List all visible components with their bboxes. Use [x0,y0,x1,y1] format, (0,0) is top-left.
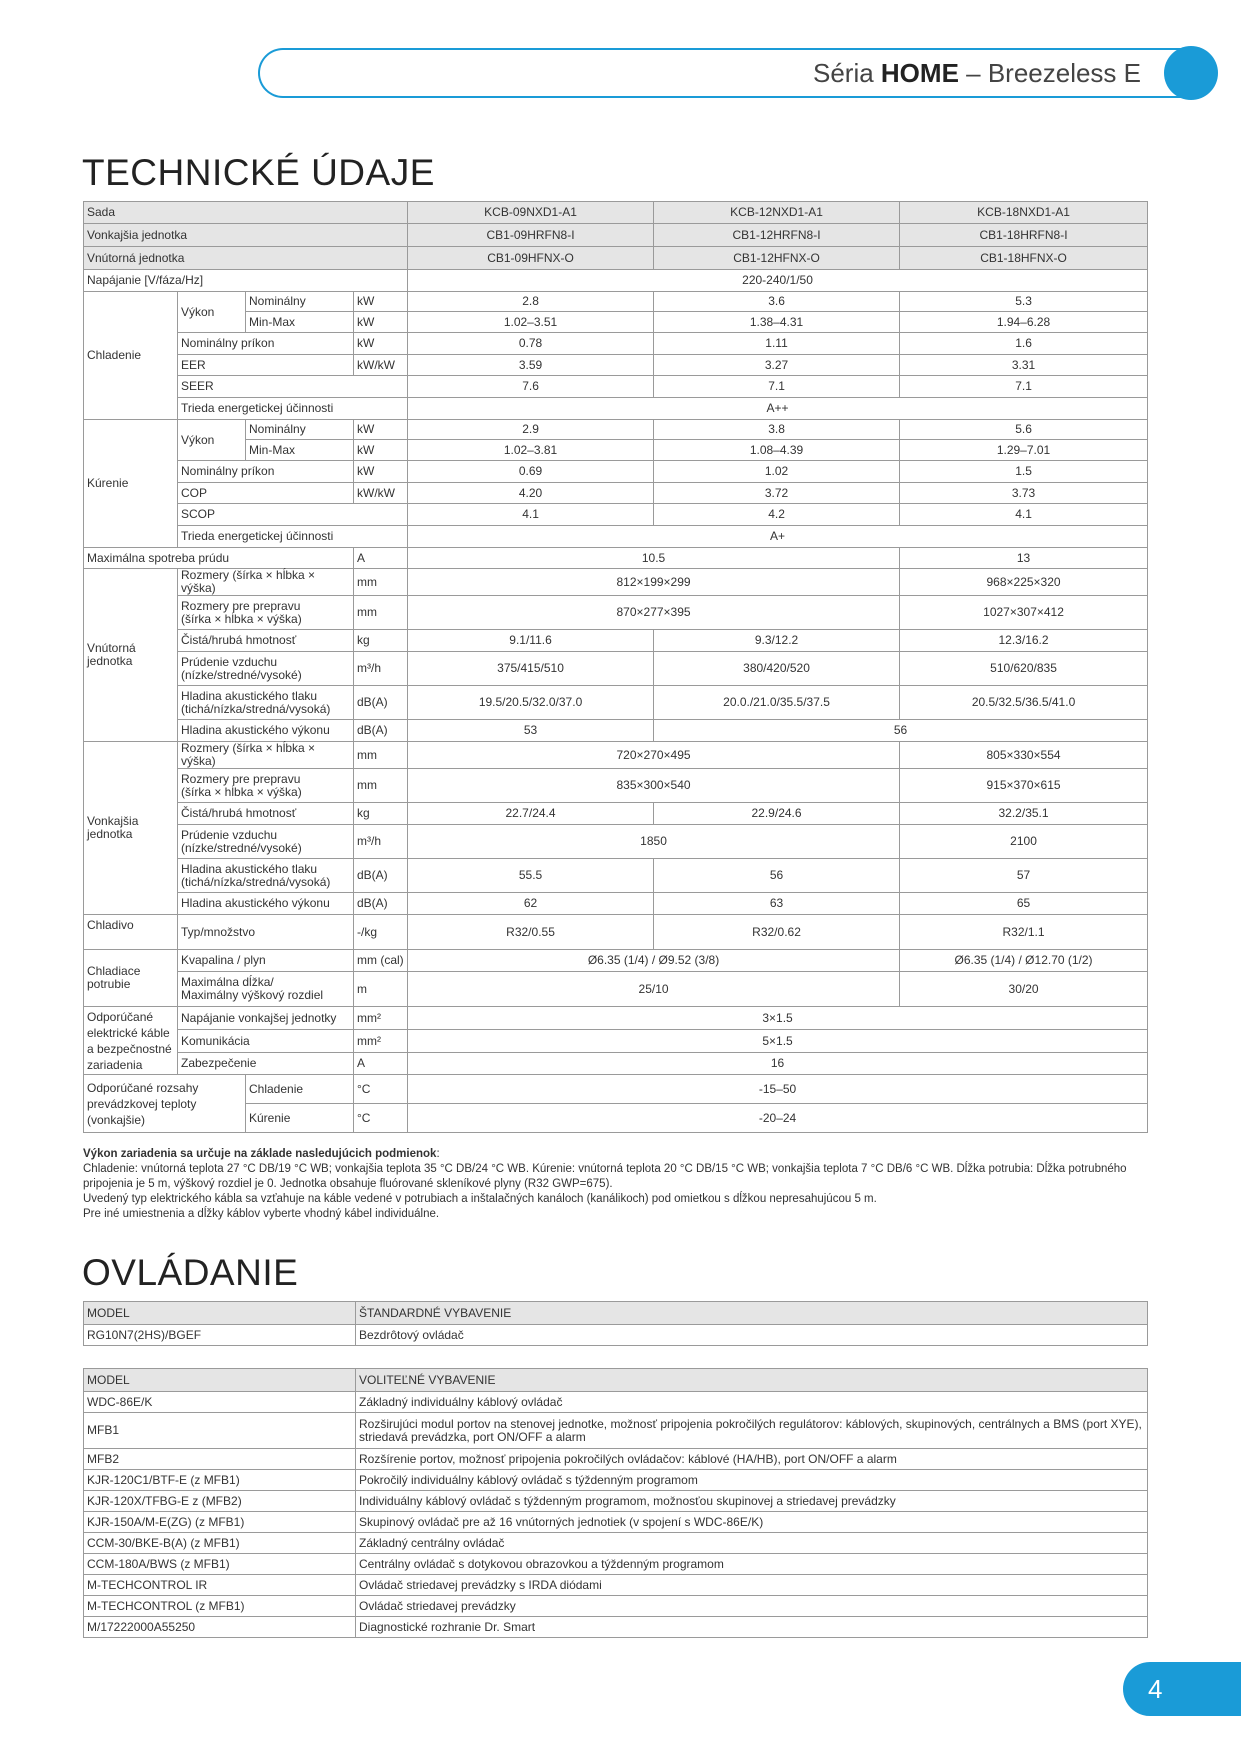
cell-label: Nominálny príkon [178,333,354,355]
cell-unit: dB(A) [354,859,408,893]
cell-value: 220-240/1/50 [408,270,1148,292]
cell-value: 53 [408,720,654,742]
table-row [84,1491,1148,1512]
cell-value: 915×370×615 [900,769,1148,803]
cell-unit: mm [354,769,408,803]
cell-value: R32/0.62 [654,915,900,950]
cell-unit: kg [354,803,408,825]
cell-value: 3.8 [654,420,900,440]
cell-unit: -/kg [354,915,408,950]
row-vnutorna [84,247,1148,270]
row-vn-hmotnost [84,630,1148,652]
cell-value: CB1-12HRFN8-I [654,224,900,247]
cell-value: 1.02–3.81 [408,440,654,461]
cell-label: Hladina akustického výkonu [178,893,354,915]
cell-unit: mm² [354,1007,408,1030]
cell-label: Typ/množstvo [178,915,354,950]
cell-model: M/17222000A55250 [84,1617,356,1638]
label-line: (tichá/nízka/stredná/vysoká) [181,874,331,889]
row-kur-cop [84,483,1148,504]
cell-unit: kW [354,333,408,355]
tech-title: TECHNICKÉ ÚDAJE [82,152,435,193]
cell-value: CB1-09HFNX-O [408,247,654,270]
cell-value: 3.6 [654,292,900,312]
cell-value: 870×277×395 [408,596,900,630]
ovladanie-title: OVLÁDANIE [82,1252,299,1293]
header-model: MODEL [84,1302,356,1325]
header-equipment: VOLITEĽNÉ VYBAVENIE [356,1369,1148,1392]
sub-label: Výkon [178,292,246,333]
row-vn-tlak [84,686,1148,720]
cell-value: 380/420/520 [654,652,900,686]
group-label [84,569,178,742]
cell-unit: dB(A) [354,720,408,742]
cell-label: Trieda energetickej účinnosti [178,526,408,548]
page-badge [1123,1662,1241,1716]
row-teplota-chladenie [84,1075,1148,1104]
cell-model: WDC-86E/K [84,1392,356,1413]
label-line: Maximálna dĺžka/ [181,975,274,989]
row-napajanie [84,270,1148,292]
sub-label: Výkon [178,420,246,461]
cell-label: Nominálny [246,292,354,312]
label-line: (nízke/stredné/vysoké) [181,667,302,682]
cell-value: 0.69 [408,461,654,483]
series-bold: HOME [880,58,959,88]
cell-unit: kW [354,420,408,440]
cell-unit: m³/h [354,652,408,686]
cell-unit: mm (cal) [354,950,408,972]
label-line: (šírka × hĺbka × výška) [181,611,302,626]
cell-value: 12.3/16.2 [900,630,1148,652]
cell-label [178,825,354,859]
header-model: MODEL [84,1369,356,1392]
cell-value: 56 [654,720,1148,742]
row-chl-prikon [84,333,1148,355]
group-label-line: Vnútorná [87,641,136,655]
row-napajanie-vonk [84,1007,1148,1030]
cell-value: 65 [900,893,1148,915]
cell-value: KCB-18NXD1-A1 [900,202,1148,224]
cell-label: SCOP [178,504,408,526]
optional-equipment-table [83,1368,1148,1638]
cell-description: Skupinový ovládač pre až 16 vnútorných jednotiek (v spojení s WDC-86E/K) [356,1512,1148,1533]
cell-value: 7.1 [654,376,900,398]
label-line: (tichá/nízka/stredná/vysoká) [181,701,331,716]
cell-label: Nominálny príkon [178,461,354,483]
table-row [84,1575,1148,1596]
cell-label: Trieda energetickej účinnosti [178,398,408,420]
row-vo-prudenie [84,825,1148,859]
cell-value: 10.5 [408,548,900,569]
cell-value: 1.94–6.28 [900,312,1148,333]
cell-value: 9.1/11.6 [408,630,654,652]
row-chl-nominalny [84,292,1148,312]
cell-unit: dB(A) [354,686,408,720]
group-label-line: prevádzkovej teploty [87,1096,197,1111]
cell-value: 20.0./21.0/35.5/37.5 [654,686,900,720]
cell-value: R32/1.1 [900,915,1148,950]
cell-label: Min-Max [246,440,354,461]
cell-value: CB1-12HFNX-O [654,247,900,270]
page-number: 4 [1148,1674,1163,1704]
cell-unit: A [354,1053,408,1075]
group-label-line: a bezpečnostné [87,1041,172,1056]
cell-value: 3.73 [900,483,1148,504]
footnote-colon: : [436,1148,440,1160]
cell-value: 25/10 [408,972,900,1007]
row-kvapalina [84,950,1148,972]
cell-model: RG10N7(2HS)/BGEF [84,1325,356,1346]
row-vonkajsia [84,224,1148,247]
cell-value: Ø6.35 (1/4) / Ø9.52 (3/8) [408,950,900,972]
cell-value: 3×1.5 [408,1007,1148,1030]
row-sada [84,202,1148,224]
cell-value: 4.1 [900,504,1148,526]
label-line: (šírka × hĺbka × výška) [181,784,302,799]
cell-description: Rozširujúci modul portov na stenovej jednotke, možnosť pripojenia pokročilých regulátorov: káblových, skupinových, centrálnych a BMS (port XYE), striedavá prevádzka, port ON/OFF a alarm [356,1413,1148,1449]
cell-value: 2.8 [408,292,654,312]
cell-label: Vonkajšia jednotka [84,224,408,247]
row-vo-rozmery [84,742,1148,769]
footnote-line: Chladenie: vnútorná teplota 27 °C DB/19 °C WB; vonkajšia teplota 35 °C DB/24 °C WB. Kúrenie: vnútorná teplota 20 °C DB/15 °C WB; vonkajšia teplota 7 °C DB/6 °C WB. Dĺžka potrubia: Dĺžka potrubného pripojenia je 5 m, výškový rozdiel je 0. Jednotka obsahuje fluórované skleníkové plyny (R32 GWP=675). [83,1163,1127,1190]
row-chl-eer [84,355,1148,376]
row-kur-trieda [84,526,1148,548]
cell-value: CB1-18HRFN8-I [900,224,1148,247]
label-line: Rozmery pre prepravu [181,598,301,613]
cell-label: EER [178,355,354,376]
cell-label: Rozmery (šírka × hĺbka × výška) [178,569,354,596]
cell-value: CB1-18HFNX-O [900,247,1148,270]
cell-value: 9.3/12.2 [654,630,900,652]
cell-unit: dB(A) [354,893,408,915]
cell-description: Ovládač striedavej prevádzky [356,1596,1148,1617]
cell-unit: kW [354,292,408,312]
cell-value: 1.38–4.31 [654,312,900,333]
cell-value: 805×330×554 [900,742,1148,769]
cell-value: 1.02–3.51 [408,312,654,333]
group-label-line: jednotka [87,654,133,668]
cell-value: 2.9 [408,420,654,440]
table-row [84,1512,1148,1533]
footnote-line: Pre iné umiestnenia a dĺžky káblov vyberte vhodný kábel individuálne. [83,1208,440,1220]
cell-label: SEER [178,376,408,398]
cell-value: 375/415/510 [408,652,654,686]
cell-label: COP [178,483,354,504]
cell-unit: °C [354,1075,408,1104]
cell-unit: mm [354,596,408,630]
series-suffix: – Breezeless E [958,58,1141,88]
cell-value: 4.1 [408,504,654,526]
cell-unit: kW [354,312,408,333]
cell-value: 1.08–4.39 [654,440,900,461]
cell-value: 835×300×540 [408,769,900,803]
row-vn-preprava [84,596,1148,630]
cell-label: Nominálny [246,420,354,440]
table-row [84,1470,1148,1491]
cell-value: 968×225×320 [900,569,1148,596]
cell-description: Rozšírenie portov, možnosť pripojenia pokročilých ovládačov: káblové (HA/HB), port ON/OFF a alarm [356,1449,1148,1470]
cell-value: 55.5 [408,859,654,893]
cell-model: M-TECHCONTROL IR [84,1575,356,1596]
group-label-line: Odporúčané [87,1009,154,1024]
cell-label [178,972,354,1007]
cell-value: 19.5/20.5/32.0/37.0 [408,686,654,720]
row-max-prud [84,548,1148,569]
group-label [84,1075,246,1133]
table-row [84,1449,1148,1470]
label-line: Prúdenie vzduchu [181,827,278,842]
table-row [84,1533,1148,1554]
table-row [84,1413,1148,1449]
cell-value: 510/620/835 [900,652,1148,686]
cell-label: Zabezpečenie [178,1053,354,1075]
cell-value: 7.1 [900,376,1148,398]
series-prefix: Séria [812,58,881,88]
cell-unit: mm [354,742,408,769]
group-label: Chladenie [84,292,178,420]
cell-value: A+ [408,526,1148,548]
table-row [84,1596,1148,1617]
cell-unit: m³/h [354,825,408,859]
label-line: Rozmery pre prepravu [181,771,301,786]
cell-value: 812×199×299 [408,569,900,596]
cell-label: Napájanie vonkajšej jednotky [178,1007,354,1030]
cell-unit: kW [354,440,408,461]
group-label: Chladivo [84,915,178,950]
cell-value: 22.7/24.4 [408,803,654,825]
group-label-line: Odporúčané rozsahy [87,1080,199,1095]
label-line: Hladina akustického tlaku [181,861,318,876]
label-line: (nízke/stredné/vysoké) [181,840,302,855]
standard-equipment-table [83,1301,1148,1346]
cell-description: Individuálny káblový ovládač s týždenným programom, možnosťou skupinovej a striedavej prevádzky [356,1491,1148,1512]
cell-description: Základný centrálny ovládač [356,1533,1148,1554]
cell-unit: °C [354,1104,408,1133]
cell-value: CB1-09HRFN8-I [408,224,654,247]
row-dlzka [84,972,1148,1007]
row-vn-rozmery [84,569,1148,596]
cell-value: 1.6 [900,333,1148,355]
row-vn-vykon-ak [84,720,1148,742]
footnote-heading [83,1147,1143,1162]
cell-value: 1850 [408,825,900,859]
row-vo-vykon-ak [84,893,1148,915]
cell-label: Kvapalina / plyn [178,950,354,972]
cell-label [178,596,354,630]
group-label [84,742,178,915]
cell-value: A++ [408,398,1148,420]
cell-value: 1.02 [654,461,900,483]
cell-unit: m [354,972,408,1007]
cell-label: Rozmery (šírka × hĺbka × výška) [178,742,354,769]
group-label-line: elektrické káble [87,1025,170,1040]
cell-unit: kW/kW [354,355,408,376]
cell-model: CCM-30/BKE-B(A) (z MFB1) [84,1533,356,1554]
cell-unit: mm² [354,1030,408,1053]
cell-label: Čistá/hrubá hmotnosť [178,630,354,652]
cell-label: Napájanie [V/fáza/Hz] [84,270,408,292]
cell-value: 5.6 [900,420,1148,440]
group-label-line: Vonkajšia [87,814,139,828]
group-label-line: zariadenia [87,1057,143,1072]
cell-description: Bezdrôtový ovládač [356,1325,1148,1346]
cell-description: Pokročilý individuálny káblový ovládač s týždenným programom [356,1470,1148,1491]
cell-value: -20–24 [408,1104,1148,1133]
footnote-bold: Výkon zariadenia sa určuje na základe nasledujúcich podmienok [83,1148,437,1160]
cell-value: 1.29–7.01 [900,440,1148,461]
cell-unit: kW [354,461,408,483]
cell-model: MFB1 [84,1413,356,1449]
cell-value: 3.31 [900,355,1148,376]
cell-value: KCB-12NXD1-A1 [654,202,900,224]
cell-value: Ø6.35 (1/4) / Ø12.70 (1/2) [900,950,1148,972]
cell-value: 3.59 [408,355,654,376]
tech-table [83,201,1148,1133]
cell-model: M-TECHCONTROL (z MFB1) [84,1596,356,1617]
cell-unit: mm [354,569,408,596]
cell-description: Základný individuálny káblový ovládač [356,1392,1148,1413]
row-kur-prikon [84,461,1148,483]
header-equipment: ŠTANDARDNÉ VYBAVENIE [356,1302,1148,1325]
cell-value: 32.2/35.1 [900,803,1148,825]
row-zabezpecenie [84,1053,1148,1075]
cell-value: 57 [900,859,1148,893]
cell-value: 5×1.5 [408,1030,1148,1053]
cell-label: Maximálna spotreba prúdu [84,548,354,569]
cell-label: Min-Max [246,312,354,333]
group-label [84,1007,178,1075]
row-chl-seer [84,376,1148,398]
cell-model: KJR-120C1/BTF-E (z MFB1) [84,1470,356,1491]
cell-label: Hladina akustického výkonu [178,720,354,742]
cell-value: KCB-09NXD1-A1 [408,202,654,224]
label-line: Prúdenie vzduchu [181,654,278,669]
row-vo-tlak [84,859,1148,893]
cell-description: Ovládač striedavej prevádzky s IRDA diódami [356,1575,1148,1596]
cell-value: 62 [408,893,654,915]
cell-label: Komunikácia [178,1030,354,1053]
cell-label: Čistá/hrubá hmotnosť [178,803,354,825]
cell-value: 1.11 [654,333,900,355]
row-chl-trieda [84,398,1148,420]
group-label-line: jednotka [87,827,133,841]
row-vo-hmotnost [84,803,1148,825]
cell-value: 3.72 [654,483,900,504]
table-header [84,1302,1148,1325]
cell-value: 56 [654,859,900,893]
cell-model: KJR-150A/M-E(ZG) (z MFB1) [84,1512,356,1533]
cell-model: KJR-120X/TFBG-E z (MFB2) [84,1491,356,1512]
cell-value: 16 [408,1053,1148,1075]
cell-label: Vnútorná jednotka [84,247,408,270]
cell-value: 720×270×495 [408,742,900,769]
cell-value: 30/20 [900,972,1148,1007]
cell-value: 0.78 [408,333,654,355]
group-label: Chladiace potrubie [84,950,178,1007]
row-kur-nominalny [84,420,1148,440]
cell-value: 63 [654,893,900,915]
cell-unit: kg [354,630,408,652]
cell-unit: kW/kW [354,483,408,504]
cell-label [178,686,354,720]
cell-value: -15–50 [408,1075,1148,1104]
series-title [813,58,1141,89]
cell-label [178,769,354,803]
cell-value: 7.6 [408,376,654,398]
cell-value: 1.5 [900,461,1148,483]
cell-unit: A [354,548,408,569]
cell-label [178,859,354,893]
footnote-line: Uvedený typ elektrického kábla sa vzťahuje na káble vedené v potrubiach a inštalačných kanáloch (kanálikoch) pod omietkou s dĺžkou nepresahujúcou 5 m. [83,1193,877,1205]
cell-value: 20.5/32.5/36.5/41.0 [900,686,1148,720]
table-header [84,1369,1148,1392]
label-line: Maximálny výškový rozdiel [181,988,324,1002]
cell-value: R32/0.55 [408,915,654,950]
cell-value: 4.20 [408,483,654,504]
table-row [84,1325,1148,1346]
cell-value: 22.9/24.6 [654,803,900,825]
table-row [84,1617,1148,1638]
cell-value: 2100 [900,825,1148,859]
cell-value: 3.27 [654,355,900,376]
cell-description: Centrálny ovládač s dotykovou obrazovkou a týždenným programom [356,1554,1148,1575]
footnotes [83,1147,1143,1222]
cell-label: Chladenie [246,1075,354,1104]
row-komunikacia [84,1030,1148,1053]
row-kur-scop [84,504,1148,526]
group-label-line: (vonkajšie) [87,1112,146,1127]
cell-model: MFB2 [84,1449,356,1470]
table-row [84,1554,1148,1575]
cell-label: Kúrenie [246,1104,354,1133]
table-row [84,1392,1148,1413]
group-label: Kúrenie [84,420,178,548]
row-vo-preprava [84,769,1148,803]
cell-value: 1027×307×412 [900,596,1148,630]
cell-model: CCM-180A/BWS (z MFB1) [84,1554,356,1575]
row-chladivo [84,915,1148,950]
cell-label [178,652,354,686]
label-line: Hladina akustického tlaku [181,688,318,703]
cell-value: 13 [900,548,1148,569]
cell-label: Sada [84,202,408,224]
row-vn-prudenie [84,652,1148,686]
cell-description: Diagnostické rozhranie Dr. Smart [356,1617,1148,1638]
header-circle [1164,46,1218,100]
cell-value: 5.3 [900,292,1148,312]
cell-value: 4.2 [654,504,900,526]
